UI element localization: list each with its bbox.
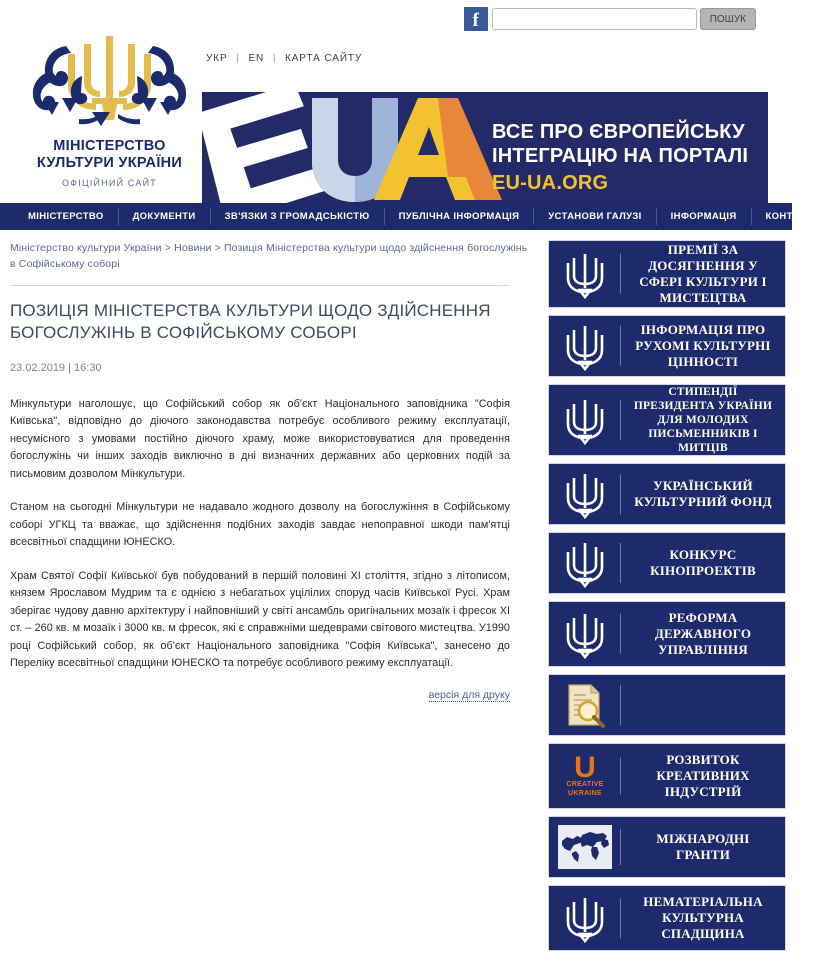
nav-item-institutions[interactable]: УСТАНОВИ ГАЛУЗІ	[534, 208, 656, 225]
article-paragraph-2: Станом на сьогодні Мінкультури не надавало жодного дозволу на богослужіння в Софійському соборі УГКЦ та вважає, що здійснення подібних заходів завдає непоправної шкоди пам'ятці всесвітньої спадщини ЮНЕСКО.	[10, 501, 510, 549]
banner-label: НЕМАТЕРІАЛЬНА КУЛЬТУРНА СПАДЩИНА	[643, 894, 763, 941]
banner-label: УКРАЇНСЬКИЙ КУЛЬТУРНИЙ ФОНД	[634, 478, 772, 509]
article-paragraph-3: Храм Святої Софії Київської був побудований в першій половині XI століття, згідно з літописом, князем Ярославом Мудрим та є однією з небагатьох уцілілих споруд часів Київської Русі. Храм зберігає чудову давню архітектуру і найповніший у світі ансамбль оригінальних мозаїк і фресок XI ст. – 260 кв. м мозаїк і 3000 кв. м фресок, які є справжніми шедеврами світового мистецтва. У1990 році Софійський собор, як об'єкт Національного заповідника "Софія Київська", занесено до Переліку всесвітньої спадщини ЮНЕСКО та потребує особливого режиму експлуатації.	[10, 569, 510, 670]
logo-title-line2: КУЛЬТУРИ УКРАЇНИ	[36, 155, 183, 172]
page-title: ПОЗИЦІЯ МІНІСТЕРСТВА КУЛЬТУРИ ЩОДО ЗДІЙСНЕННЯ БОГОСЛУЖІНЬ В СОФІЙСЬКОМУ СОБОРІ	[10, 300, 491, 342]
nav-item-ministry[interactable]: МІНІСТЕРСТВО	[14, 208, 119, 225]
eu-ua-banner-text	[492, 120, 748, 195]
creative-ukraine-icon: U CREATIVE UKRAINE	[566, 751, 604, 797]
article-paragraph-1: Мінкультури наголошує, що Софійський собор як об'єкт Національного заповідника "Софія Київська", відповідно до діючого законодавства потребує особливого режиму експлуатації, несумісного з умовами постійно діючого храму, може використовуватися для проведення богослужінь чи інших заходів виключно в дні визначних державних або церковних подій за письмовим дозволом Мінкультури.	[10, 397, 510, 480]
banner-label: КОНКУРС КІНОПРОЕКТІВ	[650, 547, 756, 578]
sidebar-banner-ukrainian-cultural-fund[interactable]	[548, 463, 786, 525]
print-version-link[interactable]	[10, 689, 510, 701]
banner-emblem	[549, 610, 621, 658]
sidebar-banner-film-projects-contest[interactable]	[548, 532, 786, 594]
banner-emblem	[549, 751, 621, 797]
banner-label: ПРЕМІЇ ЗА ДОСЯГНЕННЯ У СФЕРІ КУЛЬТУРИ І МИСТЕЦТВА	[639, 242, 767, 305]
print-version-label[interactable]: версія для друку	[428, 688, 510, 701]
main-navigation	[0, 203, 820, 230]
lang-separator-2: |	[272, 53, 277, 64]
trident-icon	[565, 539, 605, 587]
sidebar-banner-document-search[interactable]	[548, 674, 786, 736]
banner-emblem	[549, 396, 621, 444]
banner-label: СТИПЕНДІЇ ПРЕЗИДЕНТА УКРАЇНИ ДЛЯ МОЛОДИХ ПИСЬМЕННИКІВ І МИТЦІВ	[633, 385, 773, 455]
sitemap-link[interactable]: КАРТА САЙТУ	[285, 53, 363, 64]
breadcrumb[interactable]: Міністерство культури України > Новини > Позиція Міністерства культури щодо здійснення богослужінь в Софійському соборі	[10, 242, 528, 271]
trident-icon	[565, 396, 605, 444]
banner-emblem	[549, 470, 621, 518]
ukraine-trident-ornament-emblem	[22, 28, 197, 136]
nav-item-public-relations[interactable]: ЗВ'ЯЗКИ З ГРОМАДСЬКІСТЮ	[211, 208, 385, 225]
document-search-icon	[561, 681, 609, 729]
trident-icon	[565, 250, 605, 298]
eu-ua-url: EU-UA.ORG	[492, 171, 609, 194]
banner-emblem	[549, 825, 621, 869]
banner-emblem	[549, 250, 621, 298]
banner-label: РОЗВИТОК КРЕАТИВНИХ ІНДУСТРІЙ	[656, 752, 750, 799]
eu-ua-line2: ІНТЕГРАЦІЮ НА ПОРТАЛІ	[492, 145, 749, 168]
logo-subtitle: ОФІЦІЙНИЙ САЙТ	[62, 178, 157, 189]
banner-emblem	[549, 894, 621, 942]
lang-link-en[interactable]: EN	[248, 53, 265, 64]
banner-label: РЕФОРМА ДЕРЖАВНОГО УПРАВЛІННЯ	[654, 610, 752, 657]
banner-label: ІНФОРМАЦІЯ ПРО РУХОМІ КУЛЬТУРНІ ЦІННОСТІ	[635, 322, 771, 369]
sidebar-banners	[548, 240, 786, 958]
nav-item-contacts[interactable]: КОНТАКТИ	[765, 211, 820, 222]
search-button[interactable]: ПОШУК	[700, 8, 756, 30]
divider	[10, 285, 510, 286]
sidebar-banner-public-administration-reform[interactable]	[548, 601, 786, 667]
facebook-icon[interactable]: f	[464, 7, 488, 31]
article-body	[10, 396, 510, 673]
trident-icon	[565, 610, 605, 658]
sidebar-banner-culture-awards[interactable]	[548, 240, 786, 308]
main-content	[10, 240, 530, 701]
lang-link-ukr[interactable]: УКР	[206, 53, 228, 64]
nav-item-documents[interactable]: ДОКУМЕНТИ	[119, 208, 211, 225]
eu-ua-logo-icon	[184, 92, 484, 210]
sidebar-banner-movable-cultural-values[interactable]	[548, 315, 786, 377]
banner-label	[621, 699, 785, 711]
site-header	[0, 20, 792, 205]
logo-title-line1: МІНІСТЕРСТВО	[53, 138, 166, 154]
eu-ua-banner[interactable]	[202, 92, 768, 210]
sidebar-banner-president-scholarships[interactable]	[548, 384, 786, 456]
article-timestamp: 23.02.2019 | 16:30	[10, 361, 102, 374]
banner-emblem	[549, 539, 621, 587]
banner-emblem	[549, 681, 621, 729]
lang-separator-1: |	[236, 53, 240, 64]
world-map-icon	[558, 825, 612, 869]
trident-icon	[565, 470, 605, 518]
trident-icon	[565, 322, 605, 370]
eu-ua-line1: ВСЕ ПРО ЄВРОПЕЙСЬКУ	[492, 121, 745, 143]
site-logo[interactable]	[22, 28, 197, 188]
sidebar-banner-international-grants[interactable]	[548, 816, 786, 878]
language-bar	[206, 53, 362, 64]
banner-label: МІЖНАРОДНІ ГРАНТИ	[656, 831, 750, 862]
trident-icon	[565, 894, 605, 942]
banner-emblem	[549, 322, 621, 370]
nav-item-information[interactable]: ІНФОРМАЦІЯ	[657, 208, 752, 225]
nav-item-public-information[interactable]: ПУБЛІЧНА ІНФОРМАЦІЯ	[385, 208, 535, 225]
sidebar-banner-creative-industries[interactable]	[548, 743, 786, 809]
sidebar-banner-intangible-cultural-heritage[interactable]	[548, 885, 786, 951]
